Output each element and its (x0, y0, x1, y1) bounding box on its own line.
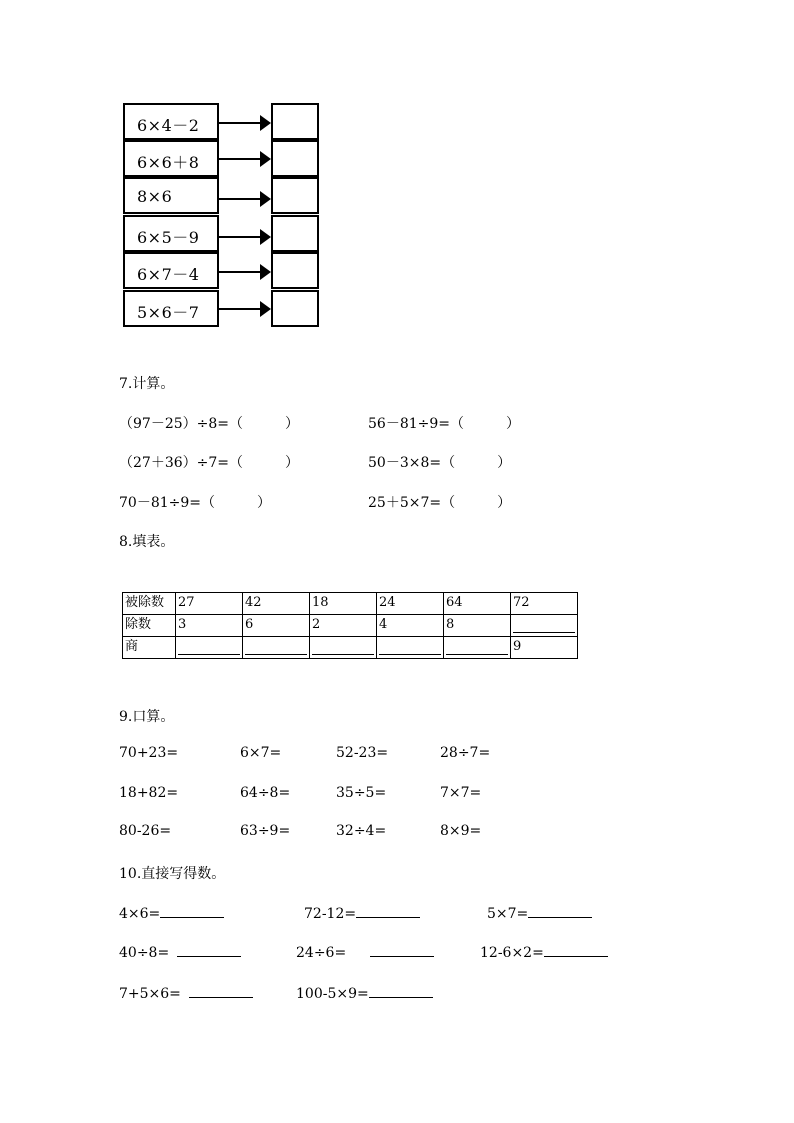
direct-item-text: 100-5×9= (296, 986, 369, 1002)
answer-box[interactable] (271, 290, 319, 327)
arrow-shaft (219, 158, 261, 160)
divisor-blank-cell[interactable] (511, 615, 578, 637)
divisor-cell: 8 (444, 615, 511, 637)
direct-item-text: 40÷8= (119, 945, 170, 961)
oral-item: 8×9= (440, 823, 482, 839)
oral-item: 64÷8= (240, 785, 291, 801)
answer-box[interactable] (271, 140, 319, 177)
row-label: 被除数 (123, 593, 176, 615)
dividend-cell: 27 (176, 593, 243, 615)
arrowhead-icon (260, 191, 271, 207)
answer-blank[interactable] (245, 654, 307, 655)
direct-item (119, 942, 241, 961)
calc-item: （97－25）÷8=（ ） (119, 416, 299, 432)
quotient-blank-cell[interactable] (444, 637, 511, 659)
division-table (122, 592, 578, 659)
oral-item: 35÷5= (336, 785, 387, 801)
answer-blank[interactable] (528, 903, 592, 918)
calc-item: （27＋36）÷7=（ ） (119, 455, 299, 471)
direct-item-text: 12-6×2= (480, 945, 544, 961)
dividend-cell: 24 (377, 593, 444, 615)
arrow-diagram (123, 103, 319, 329)
answer-box[interactable] (271, 103, 319, 140)
arrowhead-icon (260, 229, 271, 245)
quotient-blank-cell[interactable] (243, 637, 310, 659)
oral-item: 32÷4= (336, 823, 387, 839)
calc-item: 70－81÷9=（ ） (119, 495, 271, 511)
quotient-blank-cell[interactable] (310, 637, 377, 659)
answer-box[interactable] (271, 252, 319, 289)
calc-item: 56－81÷9=（ ） (368, 416, 520, 432)
section-8-title: 8.填表。 (119, 534, 175, 550)
arrowhead-icon (260, 151, 271, 167)
direct-item (487, 903, 592, 922)
answer-blank[interactable] (189, 983, 253, 998)
direct-item (119, 903, 224, 922)
oral-item: 7×7= (440, 785, 482, 801)
divisor-cell: 6 (243, 615, 310, 637)
expression-text: 6×7－4 (137, 265, 200, 284)
answer-blank[interactable] (160, 903, 224, 918)
direct-item-text: 5×7= (487, 906, 529, 922)
dividend-cell: 42 (243, 593, 310, 615)
oral-item: 18+82= (119, 785, 179, 801)
direct-item (296, 983, 433, 1002)
answer-blank[interactable] (446, 654, 508, 655)
arrow-shaft (219, 236, 261, 238)
answer-box[interactable] (271, 177, 319, 214)
divisor-cell: 2 (310, 615, 377, 637)
direct-item-text: 24÷6= (296, 945, 347, 961)
direct-item-text: 7+5×6= (119, 986, 181, 1002)
quotient-blank-cell[interactable] (176, 637, 243, 659)
oral-item: 80-26= (119, 823, 172, 839)
table-row-divisor (123, 615, 578, 637)
arrowhead-icon (260, 115, 271, 131)
oral-item: 52-23= (336, 745, 389, 761)
expression-text: 6×6＋8 (137, 153, 200, 172)
expression-text: 5×6－7 (137, 303, 200, 322)
expression-text: 6×4－2 (137, 116, 200, 135)
arrow-shaft (219, 308, 261, 310)
expression-box (123, 177, 219, 214)
expression-box (123, 252, 219, 289)
answer-blank[interactable] (544, 942, 608, 957)
expression-box (123, 103, 219, 140)
expression-text: 6×5－9 (137, 228, 200, 247)
oral-item: 63÷9= (240, 823, 291, 839)
direct-item (480, 942, 608, 961)
direct-item (296, 942, 434, 961)
expression-box (123, 215, 219, 252)
calc-item: 50－3×8=（ ） (368, 455, 512, 471)
divisor-cell: 4 (377, 615, 444, 637)
answer-blank[interactable] (369, 983, 433, 998)
table-row-quotient (123, 637, 578, 659)
direct-item (304, 903, 420, 922)
oral-item: 28÷7= (440, 745, 491, 761)
arrowhead-icon (260, 264, 271, 280)
answer-blank[interactable] (356, 903, 420, 918)
dividend-cell: 64 (444, 593, 511, 615)
answer-blank[interactable] (177, 942, 241, 957)
answer-blank[interactable] (513, 632, 575, 633)
answer-box[interactable] (271, 215, 319, 252)
answer-blank[interactable] (379, 654, 441, 655)
answer-blank[interactable] (178, 654, 240, 655)
row-label: 商 (123, 637, 176, 659)
direct-item-text: 4×6= (119, 906, 161, 922)
arrow-shaft (219, 198, 261, 200)
section-9-title: 9.口算。 (119, 709, 175, 725)
arrow-shaft (219, 122, 261, 124)
divisor-cell: 3 (176, 615, 243, 637)
arrowhead-icon (260, 301, 271, 317)
oral-item: 70+23= (119, 745, 179, 761)
table-row-dividend (123, 593, 578, 615)
dividend-cell: 18 (310, 593, 377, 615)
oral-item: 6×7= (240, 745, 282, 761)
section-10-title: 10.直接写得数。 (119, 866, 226, 882)
arrow-shaft (219, 271, 261, 273)
direct-item (119, 983, 253, 1002)
section-7-title: 7.计算。 (119, 376, 175, 392)
quotient-blank-cell[interactable] (377, 637, 444, 659)
expression-box (123, 290, 219, 327)
answer-blank[interactable] (312, 654, 374, 655)
expression-text: 8×6 (137, 187, 173, 206)
quotient-cell: 9 (511, 637, 578, 659)
row-label: 除数 (123, 615, 176, 637)
calc-item: 25＋5×7=（ ） (368, 495, 512, 511)
answer-blank[interactable] (370, 942, 434, 957)
expression-box (123, 140, 219, 177)
dividend-cell: 72 (511, 593, 578, 615)
direct-item-text: 72-12= (304, 906, 357, 922)
